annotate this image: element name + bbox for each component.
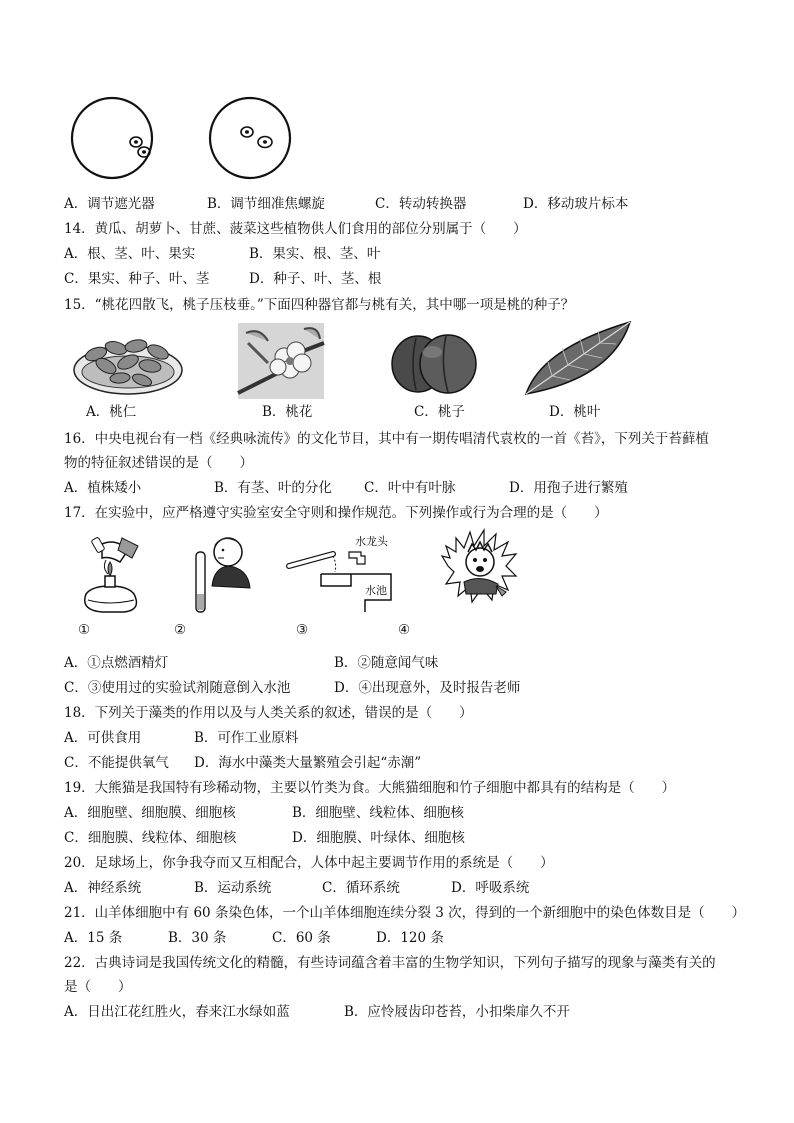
sink-label: 水池: [365, 584, 387, 597]
q19-option-c: C．细胞膜、线粒体、细胞核: [64, 830, 237, 846]
q16-option-b: B．有茎、叶的分化: [214, 480, 332, 496]
q21-option-a: A．15 条: [64, 930, 123, 946]
q21-option-c: C．60 条: [272, 930, 331, 946]
q21-option-d: D．120 条: [376, 930, 444, 946]
accident-report-image: [440, 526, 520, 606]
q17-label-4: ④: [398, 622, 411, 638]
q13-option-a: A．调节遮光器: [64, 196, 155, 212]
alcohol-lamp-lighting-image: [72, 532, 152, 616]
q19-option-a: A．细胞壁、细胞膜、细胞核: [64, 805, 236, 821]
q14-option-d: D．种子、叶、茎、根: [249, 271, 382, 287]
q16-option-d: D．用孢子进行繁殖: [509, 480, 628, 496]
smelling-chemical-image: [190, 532, 260, 616]
q17-stem: 17．在实验中，应严格遵守实验室安全守则和操作规范。下列操作或行为合理的是（ ）: [64, 505, 608, 521]
q17-option-a: A．①点燃酒精灯: [64, 655, 169, 671]
q22-option-b: B．应怜屐齿印苍苔，小扣柴扉久不开: [344, 1004, 570, 1020]
q14-option-b: B．果实、根、茎、叶: [249, 246, 381, 262]
q13-option-c: C．转动转换器: [375, 196, 467, 212]
q17-label-1: ①: [78, 622, 91, 638]
q17-label-3: ③: [296, 622, 309, 638]
peach-blossom-image: [238, 323, 324, 399]
q22-stem-line-1: 22．古典诗词是我国传统文化的精髓，有些诗词蕴含着丰富的生物学知识，下列句子描写的现象与藻类有关的: [64, 955, 716, 971]
q13-option-d: D．移动玻片标本: [523, 196, 629, 212]
q20-option-c: C．循环系统: [322, 880, 400, 896]
q19-option-b: B．细胞壁、线粒体、细胞核: [292, 805, 464, 821]
q20-option-d: D．呼吸系统: [451, 880, 530, 896]
q16-option-c: C．叶中有叶脉: [364, 480, 456, 496]
q17-option-c: C．③使用过的实验试剂随意倒入水池: [64, 680, 291, 696]
q17-option-b: B．②随意闻气味: [334, 655, 439, 671]
q18-stem: 18．下列关于藻类的作用以及与人类关系的叙述，错误的是（ ）: [64, 705, 473, 721]
q15-option-d: D．桃叶: [549, 404, 601, 420]
peach-leaf-image: [522, 318, 634, 398]
q15-option-a: A．桃仁: [86, 404, 137, 420]
peach-kernels-image: [72, 326, 184, 396]
q19-option-d: D．细胞膜、叶绿体、细胞核: [292, 830, 465, 846]
q19-stem: 19．大熊猫是我国特有珍稀动物，主要以竹类为食。大熊猫细胞和竹子细胞中都具有的结构是（ ）: [64, 780, 676, 796]
q21-stem: 21．山羊体细胞中有 60 条染色体，一个山羊体细胞连续分裂 3 次，得到的一个新细胞中的染色体数目是（ ）: [64, 905, 746, 921]
q15-stem: 15．“桃花四散飞，桃子压枝垂。”下面四种器官都与桃有关，其中哪一项是桃的种子？: [64, 297, 575, 313]
q16-stem-line-2: 物的特征叙述错误的是（ ）: [64, 455, 253, 471]
q22-option-a: A．日出江花红胜火，春来江水绿如蓝: [64, 1004, 290, 1020]
q18-option-c: C．不能提供氧气: [64, 755, 169, 771]
q20-stem: 20．足球场上，你争我夺而又互相配合，人体中起主要调节作用的系统是（ ）: [64, 855, 554, 871]
q17-label-2: ②: [174, 622, 187, 638]
q18-option-d: D．海水中藻类大量繁殖会引起“赤潮”: [194, 755, 422, 771]
q18-option-a: A．可供食用: [64, 730, 142, 746]
q14-option-c: C．果实、种子、叶、茎: [64, 271, 210, 287]
q18-option-b: B．可作工业原料: [194, 730, 299, 746]
q21-option-b: B．30 条: [168, 930, 227, 946]
q17-option-d: D．④出现意外，及时报告老师: [334, 680, 521, 696]
microscope-field-diagram-1: [68, 96, 168, 184]
microscope-field-diagram-2: [203, 96, 303, 184]
q20-option-a: A．神经系统: [64, 880, 142, 896]
q20-option-b: B．运动系统: [194, 880, 272, 896]
q14-stem: 14．黄瓜、胡萝卜、甘蔗、菠菜这些植物供人们食用的部位分别属于（ ）: [64, 221, 527, 237]
q14-option-a: A．根、茎、叶、果实: [64, 246, 196, 262]
q22-stem-line-2: 是（ ）: [64, 979, 132, 995]
faucet-label: 水龙头: [355, 535, 388, 548]
q15-option-c: C．桃子: [414, 404, 465, 420]
q16-option-a: A．植株矮小: [64, 480, 142, 496]
q15-option-b: B．桃花: [262, 404, 313, 420]
pouring-reagent-into-sink-image: [285, 534, 397, 614]
q13-option-b: B．调节细准焦螺旋: [207, 196, 325, 212]
q16-stem-line-1: 16．中央电视台有一档《经典咏流传》的文化节目，其中有一期传唱清代袁枚的一首《苔》，下列关于苔藓植: [64, 431, 709, 447]
peaches-image: [388, 326, 480, 396]
